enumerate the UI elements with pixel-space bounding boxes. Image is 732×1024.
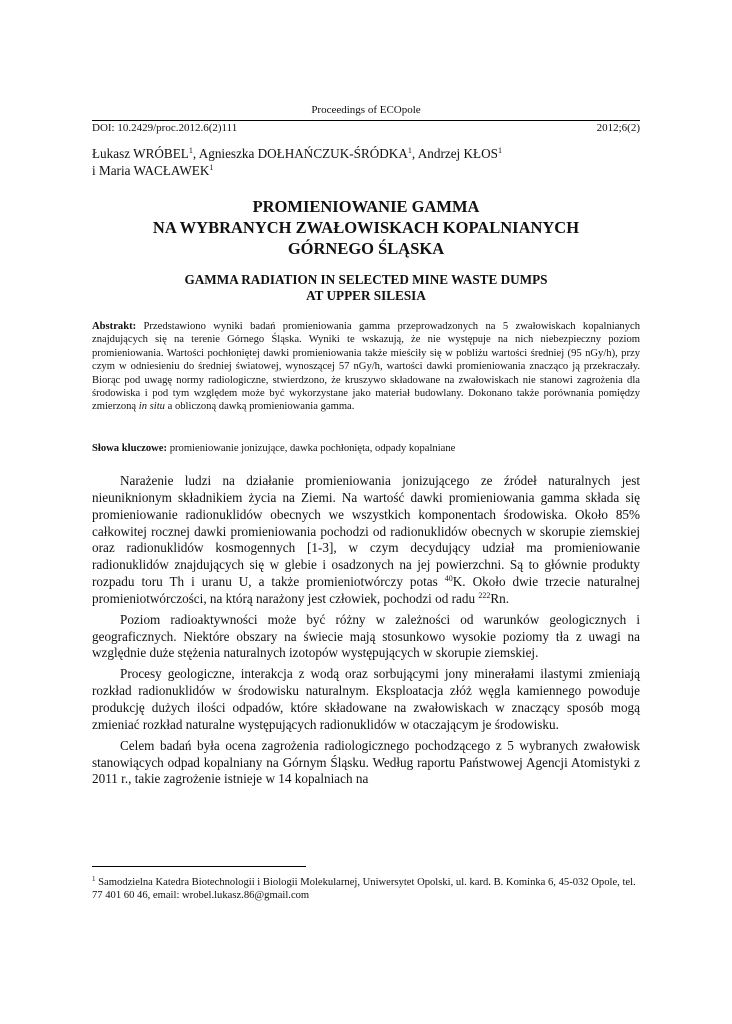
affiliation-mark: 1	[209, 163, 214, 172]
doi-row	[92, 120, 640, 134]
body-text	[92, 473, 640, 792]
footnote-text: Samodzielna Katedra Biotechnologii i Biologii Molekularnej, Uniwersytet Opolski, ul. kard. B. Kominka 6, 45-032 Opole, tel. 77 401 60 46, email: wrobel.lukasz.86@gmail.com	[92, 877, 636, 902]
footnote-mark: 1	[92, 875, 96, 883]
paragraph: Procesy geologiczne, interakcja z wodą oraz sorbującymi jony minerałami ilastymi zmieniają rozkład radionuklidów w środowisku naturalnym. Eksploatacja złóż węgla kamiennego powoduje produkcję dużych ilości odpadów, które składowane na zwałowiskach w znaczący sposób mogą zmieniać rozkład naturalne występujących radionuklidów w otaczającym je środowisku.	[92, 666, 640, 732]
abstract-italic: in situ	[138, 401, 165, 413]
title-line: GAMMA RADIATION IN SELECTED MINE WASTE DUMPS	[184, 272, 548, 287]
keywords-label: Słowa kluczowe:	[92, 443, 168, 454]
title-english	[92, 272, 640, 304]
paragraph-text: Narażenie ludzi na działanie promieniowania jonizującego ze źródeł naturalnych jest nieuniknionym składnikiem życia na Ziemi. Na wartość dawki promieniowania gamma składa się promieniowanie radionuklidów obecnych we wszystkich komponentach środowiska. Około 85% całkowitej rocznej dawki promieniowania pochodzi od radionuklidów obecnych w skorupie ziemskiej oraz radionuklidów kosmogennych [1-3], w czym decydujący udział ma promieniowanie radionuklidów znajdujących się w glebie i osadzonych na jej powierzchni. Są to głównie produkty rozpadu toru Th i uranu U, a także promieniotwórczy potas	[92, 473, 640, 590]
keywords	[92, 442, 640, 455]
paragraph: Poziom radioaktywności może być różny w zależności od warunków geologicznych i geograficznych. Niektóre obszary na świecie mają stosunkowo wysokie poziomy tła z uwagi na względnie duże stężenia naturalnych izotopów występujących w skorupie ziemskiej.	[92, 611, 640, 661]
footnote-divider	[92, 866, 306, 867]
affiliation-mark: 1	[188, 146, 193, 155]
author-name: Andrzej KŁOS	[417, 146, 498, 161]
paragraph	[92, 473, 640, 608]
author-conjunction: i	[92, 163, 99, 178]
abstract	[92, 320, 640, 414]
footnote	[92, 876, 640, 903]
isotope-mass: 222	[478, 590, 491, 600]
isotope-mass: 40	[444, 574, 453, 584]
affiliation-mark: 1	[407, 146, 412, 155]
author-name: Agnieszka DOŁHAŃCZUK-ŚRÓDKA	[198, 146, 408, 161]
author-name: Maria WACŁAWEK	[98, 163, 210, 178]
author-separator: ,	[411, 146, 418, 161]
journal-name: Proceedings of ECOpole	[311, 104, 421, 116]
title-polish	[92, 196, 640, 259]
doi: DOI: 10.2429/proc.2012.6(2)111	[92, 122, 238, 134]
author-list	[92, 145, 640, 179]
abstract-label: Abstrakt:	[92, 321, 137, 332]
title-line: GÓRNEGO ŚLĄSKA	[287, 239, 445, 258]
paragraph-text: K. Około dwie trzecie naturalnej promieniotwórczości, na którą narażony jest człowiek, pochodzi od radu	[92, 574, 640, 606]
paragraph-text: Rn.	[490, 590, 510, 606]
affiliation-mark: 1	[497, 146, 502, 155]
abstract-text: a obliczoną dawką promieniowania gamma.	[164, 401, 355, 413]
author-name: Łukasz WRÓBEL	[92, 146, 189, 161]
author-separator: ,	[192, 146, 199, 161]
paragraph: Celem badań była ocena zagrożenia radiologicznego pochodzącego z 5 wybranych zwałowisk stanowiących odpad kopalniany na Górnym Śląsku. Według raportu Państwowej Agencji Atomistyki z 2011 r., takie zagrożenie istnieje w 14 kopalniach na	[92, 737, 640, 787]
issue: 2012;6(2)	[596, 122, 640, 134]
title-line: PROMIENIOWANIE GAMMA	[252, 197, 480, 216]
title-line: NA WYBRANYCH ZWAŁOWISKACH KOPALNIANYCH	[152, 218, 580, 237]
keywords-text: promieniowanie jonizujące, dawka pochłonięta, odpady kopalniane	[167, 443, 456, 454]
abstract-text: Przedstawiono wyniki badań promieniowania gamma przeprowadzonych na 5 zwałowiskach kopalnianych znajdujących się na terenie Górnego Śląska. Wyniki te wskazują, że nie występuje na nich niebezpieczny poziom promieniowania. Wartości pochłoniętej dawki promieniowania także mieściły się w pobliżu wartości średniej (95 nGy/h), przy czym w odniesieniu do średniej światowej, wynoszącej 57 nGy/h, wartości dawki promieniowania znacząco ją przekraczały. Biorąc pod uwagę normy radiologiczne, stwierdzono, że kruszywo składowane na zwałowiskach nie stanowi zagrożenia dla środowiska i pod tym względem może być wykorzystane jako materiał budowlany. Dokonano także porównania pomiędzy zmierzoną	[92, 321, 640, 413]
title-line: AT UPPER SILESIA	[306, 288, 426, 303]
